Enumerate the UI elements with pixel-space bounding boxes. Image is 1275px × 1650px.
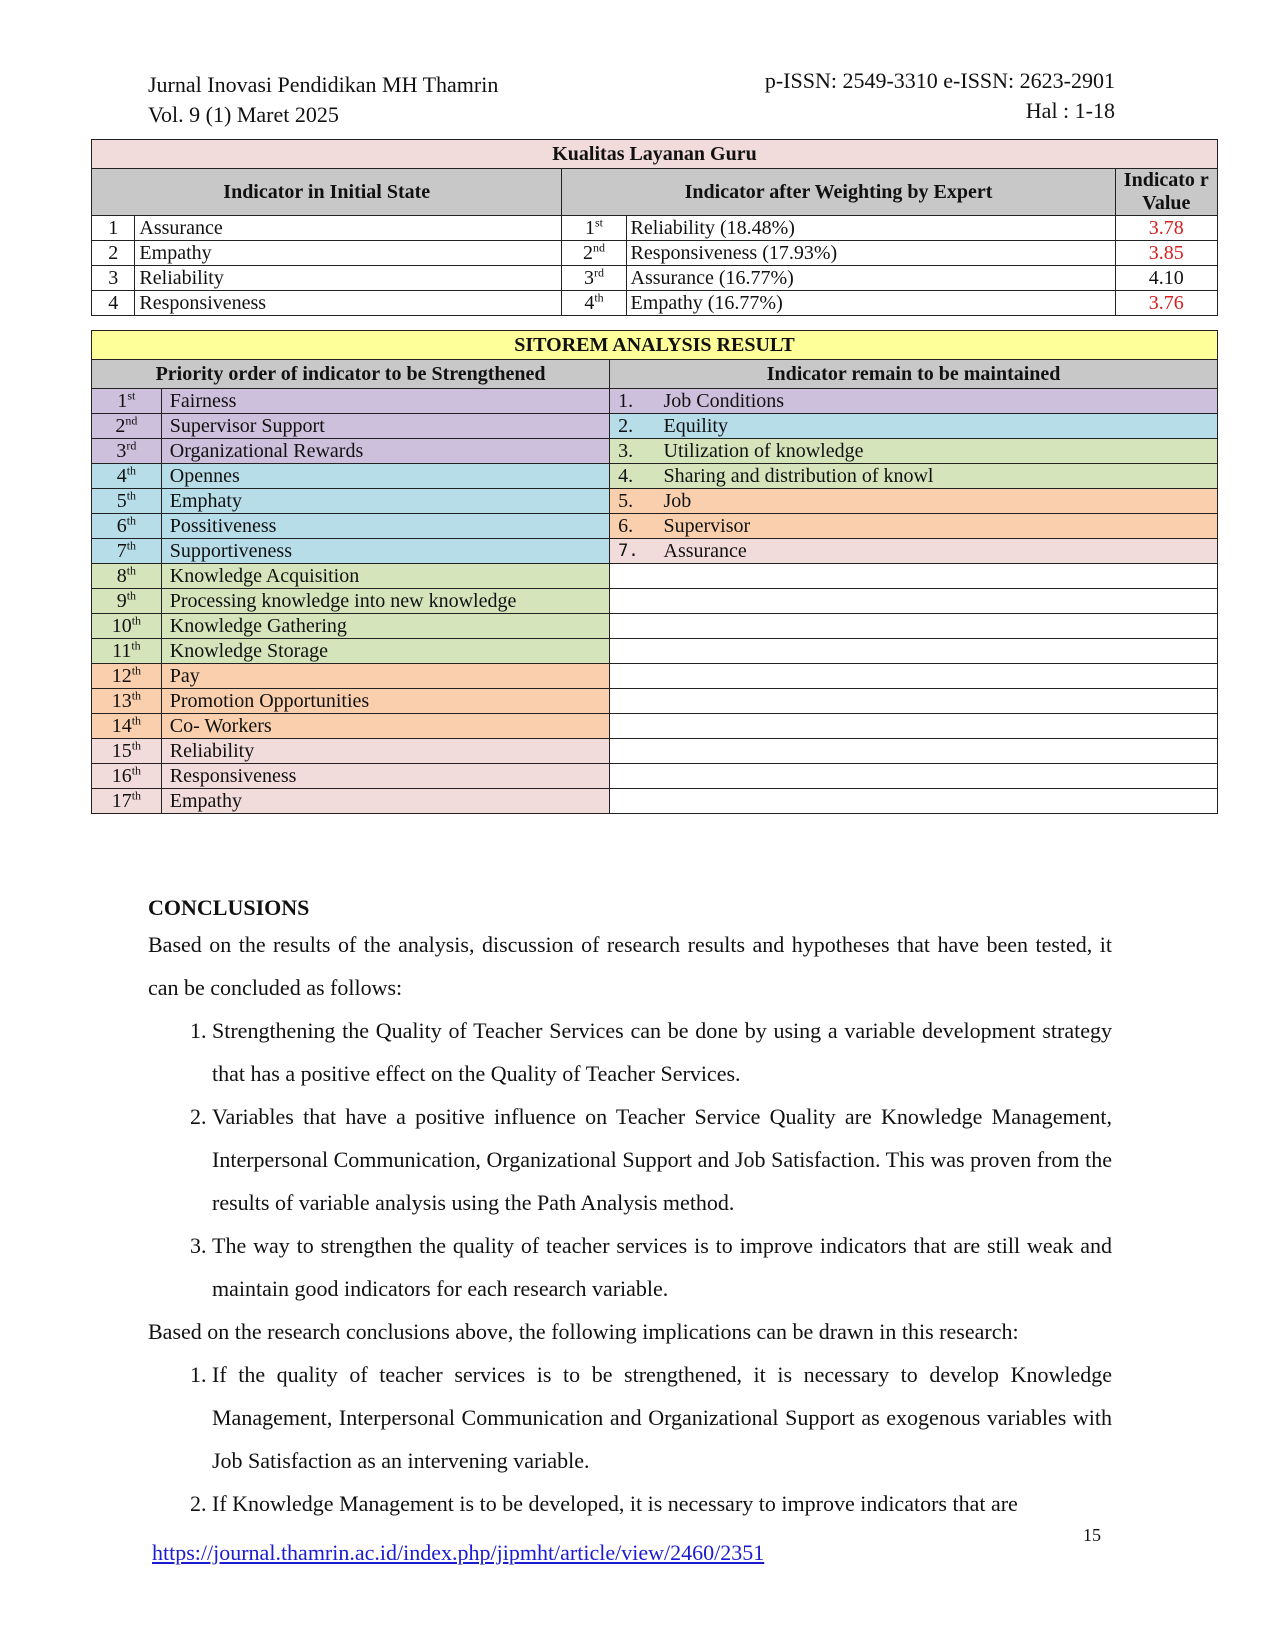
priority-rank bbox=[92, 789, 162, 814]
implications-intro: Based on the research conclusions above, the following implications can be drawn in this research: bbox=[148, 1319, 1019, 1344]
sitorem-row bbox=[92, 564, 1218, 589]
conclusions-list bbox=[148, 1009, 1112, 1310]
priority-rank bbox=[92, 689, 162, 714]
priority-rank-number: 10 bbox=[111, 614, 132, 637]
implications-list bbox=[148, 1353, 1112, 1525]
page-number: 15 bbox=[1083, 1525, 1101, 1545]
priority-rank bbox=[92, 589, 162, 614]
priority-rank-number: 11 bbox=[112, 639, 132, 662]
indicator-value: 4.10 bbox=[1115, 266, 1217, 291]
priority-rank-number: 5 bbox=[116, 489, 127, 512]
sitorem-row bbox=[92, 464, 1218, 489]
priority-rank-number: 2 bbox=[115, 414, 126, 437]
priority-rank-number: 9 bbox=[116, 589, 127, 612]
priority-rank-number: 3 bbox=[116, 439, 127, 462]
conclusions-heading: CONCLUSIONS bbox=[148, 895, 310, 920]
maintain-number: 2. bbox=[610, 414, 660, 439]
strengthen-indicator: Pay bbox=[161, 664, 609, 689]
sitorem-title: SITOREM ANALYSIS RESULT bbox=[92, 331, 1218, 360]
sitorem-row bbox=[92, 514, 1218, 539]
col-weighted: Indicator after Weighting by Expert bbox=[562, 169, 1115, 216]
priority-rank-suffix: th bbox=[131, 663, 142, 677]
priority-rank-suffix: rd bbox=[126, 438, 137, 452]
strengthen-indicator: Empathy bbox=[161, 789, 609, 814]
sitorem-row bbox=[92, 689, 1218, 714]
empty-maintain-cell bbox=[610, 589, 1218, 614]
strengthen-indicator: Promotion Opportunities bbox=[161, 689, 609, 714]
col-initial-state: Indicator in Initial State bbox=[92, 169, 562, 216]
indicator-value: 3.76 bbox=[1115, 291, 1217, 316]
maintain-indicator: Sharing and distribution of knowl bbox=[660, 464, 1218, 489]
journal-volume: Vol. 9 (1) Maret 2025 bbox=[148, 102, 339, 127]
empty-maintain-cell bbox=[610, 789, 1218, 814]
priority-rank-suffix: th bbox=[126, 463, 137, 477]
priority-rank bbox=[92, 714, 162, 739]
weighted-indicator: Reliability (18.48%) bbox=[626, 216, 1115, 241]
indicator-row bbox=[92, 241, 1218, 266]
priority-rank-suffix: th bbox=[126, 513, 137, 527]
sitorem-row bbox=[92, 389, 1218, 414]
indicator-value: 3.78 bbox=[1115, 216, 1217, 241]
priority-rank-suffix: th bbox=[131, 688, 142, 702]
priority-rank-number: 14 bbox=[111, 714, 132, 737]
strengthen-indicator: Knowledge Storage bbox=[161, 639, 609, 664]
sitorem-row bbox=[92, 489, 1218, 514]
priority-rank-suffix: th bbox=[126, 588, 137, 602]
sitorem-row bbox=[92, 639, 1218, 664]
priority-rank bbox=[92, 389, 162, 414]
strengthen-indicator: Organizational Rewards bbox=[161, 439, 609, 464]
priority-rank-suffix: th bbox=[131, 713, 142, 727]
strengthen-indicator: Reliability bbox=[161, 739, 609, 764]
sitorem-row bbox=[92, 589, 1218, 614]
priority-rank bbox=[92, 764, 162, 789]
weighted-indicator: Responsiveness (17.93%) bbox=[626, 241, 1115, 266]
maintain-indicator: Job Conditions bbox=[660, 389, 1218, 414]
implication-point: 2. If Knowledge Management is to be developed, it is necessary to improve indicators that are bbox=[212, 1482, 1112, 1525]
issn-header bbox=[765, 66, 1115, 126]
rank-cell bbox=[562, 241, 626, 266]
priority-rank-suffix: th bbox=[126, 538, 137, 552]
priority-rank bbox=[92, 739, 162, 764]
implication-point: 1. If the quality of teacher services is to be strengthened, it is necessary to develop Knowledge Management, Interpersonal Communication and Organizational Support as exogenous variables with Job Satisfaction as an intervening variable. bbox=[212, 1353, 1112, 1482]
priority-rank-number: 6 bbox=[116, 514, 127, 537]
empty-maintain-cell bbox=[610, 689, 1218, 714]
sitorem-row bbox=[92, 714, 1218, 739]
indicator-row bbox=[92, 216, 1218, 241]
initial-indicator: Reliability bbox=[135, 266, 562, 291]
maintain-indicator: Assurance bbox=[660, 539, 1218, 564]
sitorem-row bbox=[92, 739, 1218, 764]
strengthen-indicator: Opennes bbox=[161, 464, 609, 489]
strengthen-indicator: Possitiveness bbox=[161, 514, 609, 539]
sitorem-row bbox=[92, 664, 1218, 689]
priority-rank-number: 17 bbox=[111, 789, 132, 812]
strengthen-indicator: Fairness bbox=[161, 389, 609, 414]
indicator-value: 3.85 bbox=[1115, 241, 1217, 266]
initial-indicator: Responsiveness bbox=[135, 291, 562, 316]
priority-rank bbox=[92, 464, 162, 489]
priority-rank-suffix: nd bbox=[125, 413, 138, 427]
conclusion-point: 1. Strengthening the Quality of Teacher Services can be done by using a variable development strategy that has a positive effect on the Quality of Teacher Services. bbox=[212, 1009, 1112, 1095]
strengthen-indicator: Processing knowledge into new knowledge bbox=[161, 589, 609, 614]
maintain-number: 5. bbox=[610, 489, 660, 514]
priority-rank bbox=[92, 614, 162, 639]
priority-rank-number: 8 bbox=[116, 564, 127, 587]
indicator-row bbox=[92, 291, 1218, 316]
issn: p-ISSN: 2549-3310 e-ISSN: 2623-2901 bbox=[764, 68, 1115, 93]
priority-rank-number: 16 bbox=[111, 764, 132, 787]
maintain-number: 4. bbox=[610, 464, 660, 489]
sitorem-table bbox=[91, 330, 1218, 814]
maintain-indicator: Utilization of knowledge bbox=[660, 439, 1218, 464]
strengthen-indicator: Knowledge Acquisition bbox=[161, 564, 609, 589]
strengthen-indicator: Knowledge Gathering bbox=[161, 614, 609, 639]
empty-maintain-cell bbox=[610, 564, 1218, 589]
priority-rank-number: 1 bbox=[117, 389, 128, 412]
indicator-row bbox=[92, 266, 1218, 291]
sitorem-row bbox=[92, 614, 1218, 639]
row-number: 1 bbox=[92, 216, 135, 241]
priority-rank bbox=[92, 539, 162, 564]
maintain-number: 7. bbox=[610, 539, 660, 564]
empty-maintain-cell bbox=[610, 764, 1218, 789]
row-number: 3 bbox=[92, 266, 135, 291]
priority-rank-suffix: th bbox=[131, 738, 142, 752]
sitorem-row bbox=[92, 414, 1218, 439]
initial-indicator: Empathy bbox=[135, 241, 562, 266]
priority-rank bbox=[92, 664, 162, 689]
priority-rank-suffix: th bbox=[131, 788, 142, 802]
priority-rank bbox=[92, 564, 162, 589]
priority-rank-number: 13 bbox=[111, 689, 132, 712]
rank-suffix: th bbox=[594, 290, 604, 304]
conclusion-point: 3. The way to strengthen the quality of teacher services is to improve indicators that are still weak and maintain good indicators for each research variable. bbox=[212, 1224, 1112, 1310]
rank-suffix: rd bbox=[594, 265, 604, 279]
sitorem-row bbox=[92, 539, 1218, 564]
sitorem-row bbox=[92, 764, 1218, 789]
priority-rank-suffix: th bbox=[126, 563, 137, 577]
rank-suffix: st bbox=[594, 215, 603, 229]
maintain-number: 1. bbox=[610, 389, 660, 414]
priority-rank-suffix: th bbox=[131, 638, 141, 652]
row-number: 2 bbox=[92, 241, 135, 266]
table1-title: Kualitas Layanan Guru bbox=[92, 140, 1218, 169]
priority-rank bbox=[92, 514, 162, 539]
page-range: Hal : 1-18 bbox=[1025, 98, 1115, 123]
article-link[interactable]: https://journal.thamrin.ac.id/index.php/jipmht/article/view/2460/2351 bbox=[152, 1540, 765, 1565]
priority-rank bbox=[92, 489, 162, 514]
empty-maintain-cell bbox=[610, 639, 1218, 664]
rank-cell bbox=[562, 291, 626, 316]
rank-number: 2 bbox=[583, 241, 593, 264]
priority-rank-suffix: st bbox=[127, 388, 136, 402]
maintain-indicator: Job bbox=[660, 489, 1218, 514]
rank-suffix: nd bbox=[593, 240, 605, 254]
empty-maintain-cell bbox=[610, 739, 1218, 764]
strengthen-indicator: Supervisor Support bbox=[161, 414, 609, 439]
initial-indicator: Assurance bbox=[135, 216, 562, 241]
priority-rank-suffix: th bbox=[126, 488, 137, 502]
priority-rank-suffix: th bbox=[131, 613, 142, 627]
empty-maintain-cell bbox=[610, 664, 1218, 689]
maintain-number: 6. bbox=[610, 514, 660, 539]
priority-rank-number: 12 bbox=[111, 664, 132, 687]
strengthen-indicator: Co- Workers bbox=[161, 714, 609, 739]
priority-rank bbox=[92, 639, 162, 664]
priority-rank bbox=[92, 439, 162, 464]
maintain-number: 3. bbox=[610, 439, 660, 464]
maintain-indicator: Equility bbox=[660, 414, 1218, 439]
conclusion-point: 2. Variables that have a positive influence on Teacher Service Quality are Knowledge Management, Interpersonal Communication, Organizational Support and Job Satisfaction. This was proven from the results of variable analysis using the Path Analysis method. bbox=[212, 1095, 1112, 1224]
row-number: 4 bbox=[92, 291, 135, 316]
strengthen-indicator: Supportiveness bbox=[161, 539, 609, 564]
rank-cell bbox=[562, 216, 626, 241]
strengthen-indicator: Emphaty bbox=[161, 489, 609, 514]
rank-number: 4 bbox=[584, 291, 595, 314]
priority-rank bbox=[92, 414, 162, 439]
weighted-indicator: Empathy (16.77%) bbox=[626, 291, 1115, 316]
sitorem-row bbox=[92, 789, 1218, 814]
conclusions-intro: Based on the results of the analysis, discussion of research results and hypotheses that have been tested, it can be concluded as follows: bbox=[148, 932, 1112, 1000]
conclusions-section bbox=[148, 893, 1112, 1525]
maintain-indicator: Supervisor bbox=[660, 514, 1218, 539]
col-strengthen: Priority order of indicator to be Strengthened bbox=[92, 360, 610, 389]
rank-number: 3 bbox=[584, 266, 594, 289]
empty-maintain-cell bbox=[610, 614, 1218, 639]
weighted-indicator: Assurance (16.77%) bbox=[626, 266, 1115, 291]
rank-cell bbox=[562, 266, 626, 291]
sitorem-row bbox=[92, 439, 1218, 464]
priority-rank-number: 7 bbox=[116, 539, 127, 562]
journal-name: Jurnal Inovasi Pendidikan MH Thamrin bbox=[148, 72, 499, 97]
priority-rank-number: 15 bbox=[111, 739, 132, 762]
priority-rank-number: 4 bbox=[116, 464, 127, 487]
col-indicator-value: Indicato r Value bbox=[1115, 169, 1217, 216]
col-maintain: Indicator remain to be maintained bbox=[610, 360, 1218, 389]
rank-number: 1 bbox=[584, 216, 595, 239]
empty-maintain-cell bbox=[610, 714, 1218, 739]
priority-rank-suffix: th bbox=[131, 763, 142, 777]
journal-header bbox=[148, 70, 498, 130]
strengthen-indicator: Responsiveness bbox=[161, 764, 609, 789]
indicator-weighting-table bbox=[91, 139, 1218, 316]
